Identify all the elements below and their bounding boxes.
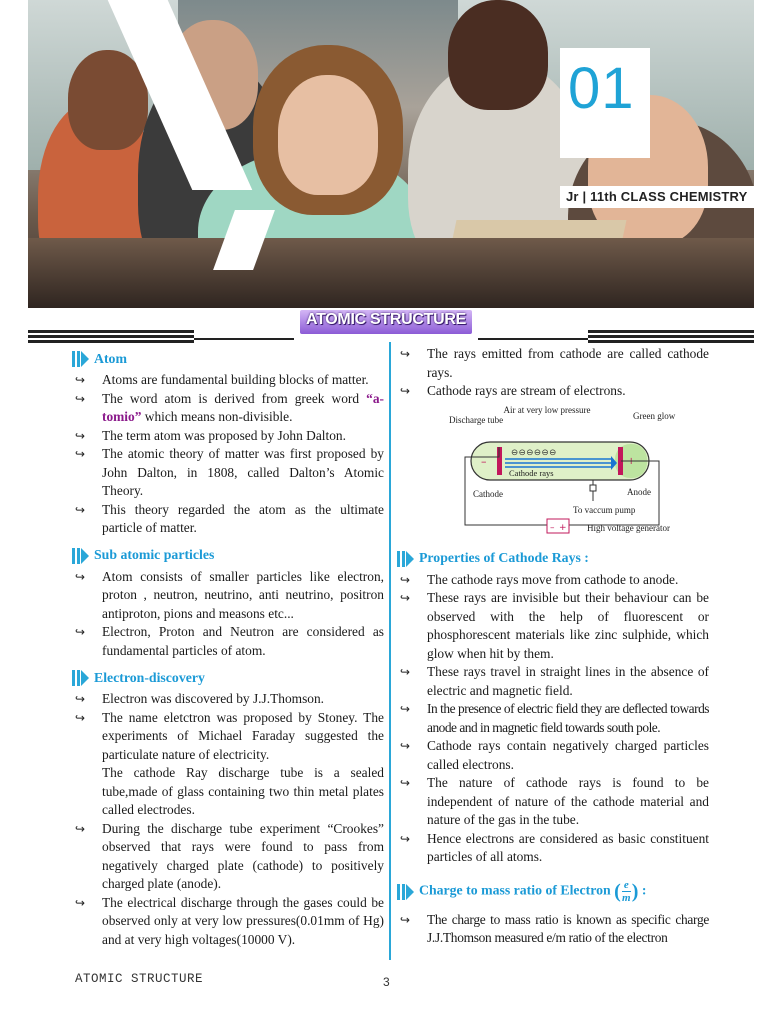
chapter-number: 01 (568, 56, 635, 121)
bullet-arrow-icon: ↪ (400, 572, 411, 587)
bullet-arrow-icon: ↪ (75, 391, 86, 406)
label-cathode-rays: Cathode rays (509, 467, 554, 478)
stripe-line (194, 338, 294, 340)
list-item (72, 568, 384, 624)
label-green-glow: Green glow (633, 410, 676, 421)
class-label-text: Jr | 11th CLASS CHEMISTRY (566, 189, 748, 204)
bullet-arrow-icon: ↪ (400, 384, 411, 398)
section-title: Sub atomic particles (94, 547, 215, 563)
stripe-line (478, 338, 588, 340)
section-marker-icon (72, 351, 89, 367)
section-title: Properties of Cathode Rays : (419, 550, 589, 566)
bullet-arrow-icon: ↪ (400, 912, 410, 927)
student-figure (278, 75, 378, 195)
list-item (72, 445, 384, 501)
list-item (397, 382, 709, 401)
bullet-text: In the presence of electric field they are deflected towards anode and in magnetic field towards south pole. (427, 701, 709, 735)
bullet-arrow-icon: ↪ (400, 591, 411, 605)
bullet-text: Cathode rays are stream of electrons. (427, 383, 626, 398)
bullet-arrow-icon: ↪ (400, 347, 411, 361)
left-column (72, 345, 384, 949)
label-vacuum-pump: To vaccum pump (573, 504, 636, 515)
bullet-text: Electron, Proton and Neutron are considered as fundamental particles of atom. (102, 624, 384, 658)
section-title (419, 879, 646, 904)
bullet-text: Cathode rays contain negatively charged particles called electrons. (427, 738, 709, 772)
list-item (397, 830, 709, 867)
bullet-text: The atomic theory of matter was first proposed by John Dalton, in 1808, called Dalton’s Atomic Theory. (102, 446, 384, 498)
section-title: Atom (94, 350, 127, 366)
column-divider (389, 342, 391, 960)
list-item (397, 774, 709, 830)
bullet-text: The nature of cathode rays is found to be independent of nature of the cathode material and nature of the gas in the tube. (427, 775, 709, 827)
section-title-text: Charge to mass ratio of Electron (419, 882, 611, 898)
label-cathode: Cathode (473, 488, 503, 499)
list-item (72, 501, 384, 538)
bullet-text-part: The word atom is derived from greek word (102, 390, 367, 406)
title-colon: : (641, 882, 647, 898)
generator-plus: + (559, 522, 567, 533)
bullet-text: The electrical discharge through the gases could be observed only at very low pressures(0.01mm of Hg) and at very high voltages(10000 V). (102, 894, 384, 947)
open-paren: ( (614, 880, 621, 903)
stripe-line (588, 340, 754, 343)
highlight-term: “a-tomio” (102, 390, 384, 424)
cathode-ray-tube-diagram (397, 405, 709, 543)
list-item (72, 371, 384, 390)
section-marker-icon (72, 548, 89, 564)
bullet-text: These rays are invisible but their behaviour can be observed with the help of fluorescent or phosphorescent materials like zinc sulphide, which glow when hit by them. (427, 590, 709, 661)
list-item (72, 690, 384, 709)
anode-sign: + (627, 455, 636, 467)
section-title: Electron-discovery (94, 669, 205, 685)
cathode-sign: – (481, 454, 487, 468)
bullet-arrow-icon: ↪ (75, 821, 86, 836)
fraction-numerator: e (623, 879, 629, 891)
list-item (72, 390, 384, 427)
section-marker-icon (72, 670, 89, 686)
bullet-arrow-icon: ↪ (75, 710, 86, 725)
list-item (72, 894, 384, 950)
bullet-arrow-icon: ↪ (75, 569, 86, 584)
paragraph-text: The cathode Ray discharge tube is a sealed tube,made of glass containing two thin metal plates called electrodes. (102, 765, 384, 817)
list-item (397, 911, 709, 948)
stripe-line (28, 330, 194, 333)
bullet-text: During the discharge tube experiment “Crookes” observed that rays were found to pass from negatively charged plate (cathode) to positively charged plate (anode). (102, 820, 384, 891)
list-item (397, 700, 709, 737)
stripe-line (588, 330, 754, 333)
bullet-text: Hence electrons are considered as basic constituent particles of all atoms. (427, 830, 709, 864)
bullet-text: Atoms are fundamental building blocks of matter. (102, 372, 369, 387)
bullet-arrow-icon: ↪ (400, 739, 411, 753)
bullet-arrow-icon: ↪ (75, 447, 86, 461)
list-item (397, 663, 709, 700)
bullet-arrow-icon: ↪ (75, 502, 86, 517)
valve-icon (590, 485, 596, 491)
list-item (397, 589, 709, 663)
section-heading (72, 668, 384, 688)
close-paren: ) (631, 880, 639, 903)
label-hv-generator: High voltage generator (587, 522, 670, 533)
bullet-text: Atom consists of smaller particles like electron, proton , neutron, neutrino, anti neutrino, positron antiproton, pions and measons etc... (102, 568, 384, 621)
bullet-arrow-icon: ↪ (75, 373, 86, 387)
right-column (397, 345, 709, 948)
bullet-text: The charge to mass ratio is known as specific charge J.J.Thomson measured e/m ratio of the electron (427, 911, 709, 945)
bullet-arrow-icon: ↪ (400, 831, 411, 846)
list-item (72, 623, 384, 660)
bullet-arrow-icon: ↪ (75, 428, 86, 443)
label-anode: Anode (627, 486, 651, 497)
bullet-text: The rays emitted from cathode are called cathode rays. (427, 346, 709, 380)
list-item (397, 571, 709, 590)
bullet-arrow-icon: ↪ (75, 625, 86, 639)
section-heading (397, 549, 709, 569)
bullet-text-part: which means non-divisible. (141, 409, 293, 424)
bullet-arrow-icon: ↪ (75, 692, 86, 706)
page-number: 3 (383, 975, 390, 989)
list-item (72, 427, 384, 446)
bullet-text: The cathode rays move from cathode to anode. (427, 571, 679, 587)
list-item (72, 820, 384, 894)
section-marker-icon (397, 551, 414, 567)
section-heading (72, 546, 384, 566)
electrons: ⊖⊖⊖⊖⊖⊖ (511, 447, 557, 458)
bullet-text: This theory regarded the atom as the ultimate particle of matter. (102, 501, 384, 535)
list-item (397, 345, 709, 382)
list-item (72, 709, 384, 765)
bullet-arrow-icon: ↪ (400, 665, 411, 679)
section-heading (72, 349, 384, 369)
bullet-text: The term atom was proposed by John Dalton. (102, 427, 346, 443)
bullet-arrow-icon: ↪ (400, 702, 411, 716)
section-marker-icon (397, 884, 414, 900)
fraction-denominator: m (622, 892, 631, 904)
bullet-arrow-icon: ↪ (400, 776, 411, 790)
chapter-title: ATOMIC STRUCTURE (306, 311, 466, 328)
list-item (397, 737, 709, 774)
bullet-text (102, 390, 384, 427)
footer-chapter: ATOMIC STRUCTURE (75, 972, 204, 986)
bullet-text: These rays travel in straight lines in the absence of electric and magnetic field. (427, 664, 709, 698)
bullet-text: Electron was discovered by J.J.Thomson. (102, 691, 325, 706)
cathode-ray-tube-figure (397, 405, 709, 543)
label-discharge-tube: Discharge tube (449, 414, 504, 425)
table (28, 238, 754, 308)
stripe-line (588, 335, 754, 338)
bullet-arrow-icon: ↪ (75, 895, 86, 910)
student-figure (448, 0, 548, 110)
generator-minus: – (550, 522, 555, 533)
class-label (566, 189, 748, 204)
stripe-line (28, 335, 194, 338)
e-over-m-fraction (622, 879, 631, 904)
label-air-low-pressure: Air at very low pressure (503, 404, 591, 415)
section-heading (397, 877, 709, 907)
stripe-line (28, 340, 194, 343)
bullet-text: The name eletctron was proposed by Stoney. The experiments of Michael Faraday suggested the particulate nature of electricity. (102, 709, 384, 762)
